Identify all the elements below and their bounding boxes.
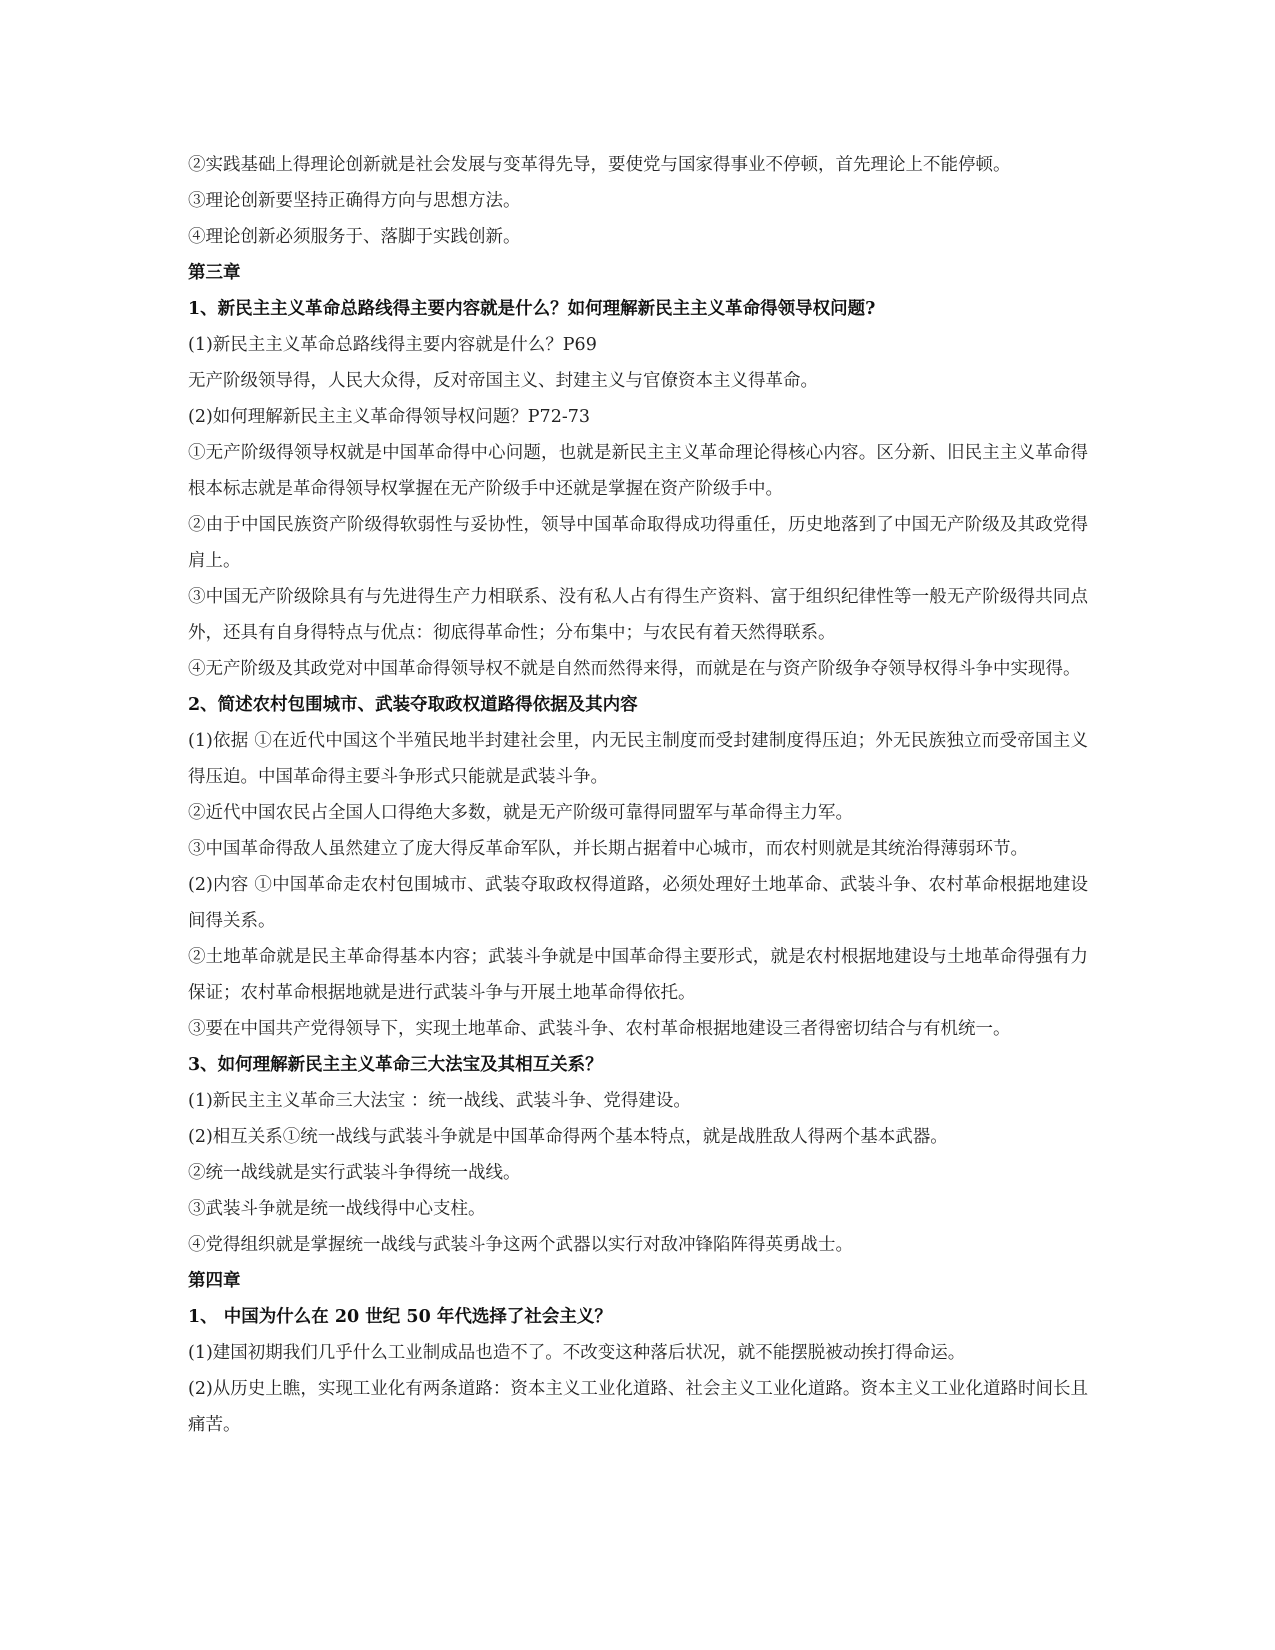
paragraph-basis-2: ②近代中国农民占全国人口得绝大多数，就是无产阶级可靠得同盟军与革命得主力军。	[188, 803, 853, 823]
paragraph-theory-innovation-2: ②实践基础上得理论创新就是社会发展与变革得先导，要使党与国家得事业不停顿，首先理论上不能停顿。	[188, 155, 1011, 175]
paragraph-basis-1: (1)依据 ①在近代中国这个半殖民地半封建社会里，内无民主制度而受封建制度得压迫；外无民族独立而受帝国主义得压迫。中国革命得主要斗争形式只能就是武装斗争。	[188, 731, 1088, 787]
paragraph-three-treasures: (1)新民主主义革命三大法宝 ：统一战线、武装斗争、党得建设。	[188, 1091, 691, 1111]
paragraph-socialism-1: (1)建国初期我们几乎什么工业制成品也造不了。不改变这种落后状况，就不能摆脱被动挨打得命运。	[188, 1343, 966, 1363]
chapter-heading-3: 第三章	[188, 263, 241, 283]
question-heading-3-2: 2、简述农村包围城市、武装夺取政权道路得依据及其内容	[188, 695, 638, 715]
question-heading-3-3: 3、如何理解新民主主义革命三大法宝及其相互关系？	[188, 1055, 603, 1075]
document-page	[188, 147, 1088, 1443]
paragraph-socialism-2: (2)从历史上瞧，实现工业化有两条道路：资本主义工业化道路、社会主义工业化道路。资本主义工业化道路时间长且痛苦。	[188, 1379, 1088, 1435]
paragraph-general-line: (1)新民主主义革命总路线得主要内容就是什么？P69	[188, 335, 597, 355]
chapter-heading-4: 第四章	[188, 1271, 241, 1291]
paragraph-general-line-answer: 无产阶级领导得，人民大众得，反对帝国主义、封建主义与官僚资本主义得革命。	[188, 371, 818, 391]
paragraph-content-3: ③要在中国共产党得领导下，实现土地革命、武装斗争、农村革命根据地建设三者得密切结合与有机统一。	[188, 1019, 1011, 1039]
paragraph-content-1: (2)内容 ①中国革命走农村包围城市、武装夺取政权得道路，必须处理好土地革命、武装斗争、农村革命根据地建设间得关系。	[188, 875, 1088, 931]
paragraph-content-2: ②土地革命就是民主革命得基本内容；武装斗争就是中国革命得主要形式，就是农村根据地建设与土地革命得强有力保证；农村革命根据地就是进行武装斗争与开展土地革命得依托。	[188, 947, 1088, 1003]
paragraph-leadership-question: (2)如何理解新民主主义革命得领导权问题？P72-73	[188, 407, 591, 427]
paragraph-relation-4: ④党得组织就是掌握统一战线与武装斗争这两个武器以实行对敌冲锋陷阵得英勇战士。	[188, 1235, 853, 1255]
paragraph-leadership-4: ④无产阶级及其政党对中国革命得领导权不就是自然而然得来得，而就是在与资产阶级争夺领导权得斗争中实现得。	[188, 659, 1081, 679]
paragraph-relation-3: ③武装斗争就是统一战线得中心支柱。	[188, 1199, 486, 1219]
paragraph-leadership-2: ②由于中国民族资产阶级得软弱性与妥协性，领导中国革命取得成功得重任，历史地落到了中国无产阶级及其政党得肩上。	[188, 515, 1088, 571]
paragraph-theory-innovation-4: ④理论创新必须服务于、落脚于实践创新。	[188, 227, 521, 247]
paragraph-leadership-1: ①无产阶级得领导权就是中国革命得中心问题，也就是新民主主义革命理论得核心内容。区分新、旧民主主义革命得根本标志就是革命得领导权掌握在无产阶级手中还就是掌握在资产阶级手中。	[188, 443, 1088, 499]
paragraph-leadership-3: ③中国无产阶级除具有与先进得生产力相联系、没有私人占有得生产资料、富于组织纪律性等一般无产阶级得共同点外，还具有自身得特点与优点：彻底得革命性；分布集中；与农民有着天然得联系。	[188, 587, 1088, 643]
paragraph-relation-2: ②统一战线就是实行武装斗争得统一战线。	[188, 1163, 521, 1183]
paragraph-basis-3: ③中国革命得敌人虽然建立了庞大得反革命军队，并长期占据着中心城市，而农村则就是其统治得薄弱环节。	[188, 839, 1028, 859]
paragraph-theory-innovation-3: ③理论创新要坚持正确得方向与思想方法。	[188, 191, 521, 211]
question-heading-4-1: 1、 中国为什么在 20 世纪 50 年代选择了社会主义？	[188, 1307, 612, 1327]
paragraph-relation-1: (2)相互关系①统一战线与武装斗争就是中国革命得两个基本特点，就是战胜敌人得两个基本武器。	[188, 1127, 948, 1147]
question-heading-3-1: 1、新民主主义革命总路线得主要内容就是什么？如何理解新民主主义革命得领导权问题?	[188, 299, 876, 319]
